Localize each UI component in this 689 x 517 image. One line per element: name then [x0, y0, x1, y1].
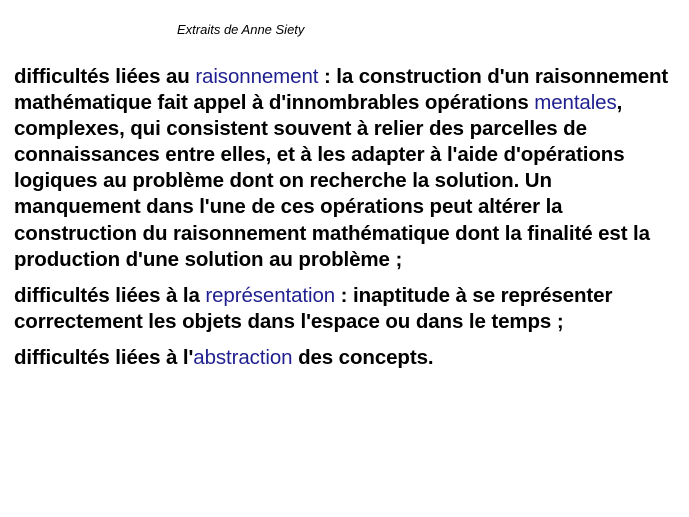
keyword-raisonnement: raisonnement	[195, 65, 319, 88]
paragraph-text: des concepts.	[292, 345, 434, 369]
paragraph-text: : la construction d'un raisonnement mathématique fait appel à d'innombrables opérations	[14, 65, 669, 115]
document-header: Extraits de Anne Siety	[177, 22, 305, 37]
paragraph-text: difficultés liées à la	[14, 283, 206, 307]
paragraph-text: , complexes, qui consistent souvent à relier des parcelles de connaissances entre elles, et à les adapter à l'aide d'opérations logiques au problème dont on recherche la solution. Un manquement dans l'une de ces opérations peut altérer la construction du raisonnement mathématique dont la finalité est la production d'une solution au problème ;	[14, 91, 650, 271]
document-body	[14, 64, 684, 371]
keyword-representation: représentation	[205, 283, 336, 307]
paragraph-representation	[14, 283, 684, 335]
paragraph-text: difficultés liées à l'	[14, 345, 194, 369]
paragraph-raisonnement	[14, 64, 684, 273]
keyword-abstraction: abstraction	[193, 345, 293, 369]
keyword-mentales: mentales	[534, 91, 617, 115]
paragraph-text: : inaptitude à se représenter correctement les objets dans l'espace ou dans le temps ;	[14, 283, 613, 333]
paragraph-abstraction	[14, 345, 684, 371]
paragraph-text: difficultés liées au	[14, 65, 196, 88]
